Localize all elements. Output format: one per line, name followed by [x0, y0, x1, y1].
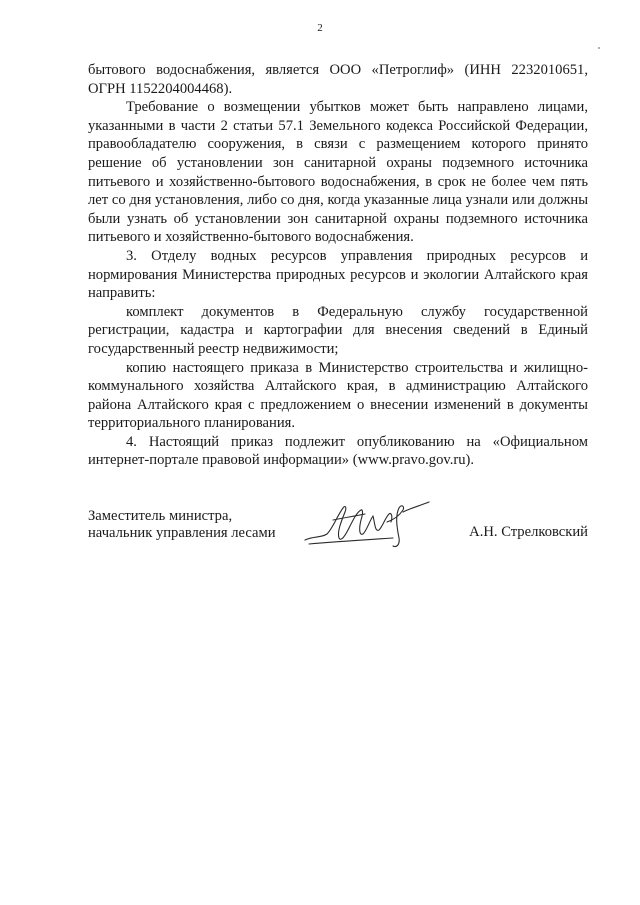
document-body — [88, 61, 588, 470]
signature-block — [88, 508, 588, 568]
paragraph-item-3: 3. Отделу водных ресурсов управления природных ресурсов и нормирования Министерства природных ресурсов и экологии Алтайского края направить: — [88, 247, 588, 302]
signer-title-line-2: начальник управления лесами — [88, 524, 276, 541]
signer-name: А.Н. Стрелковский — [469, 524, 588, 540]
page-number: 2 — [317, 22, 323, 34]
scan-speck — [598, 47, 600, 49]
paragraph-item-3-copy: копию настоящего приказа в Министерство строительства и жилищно-коммунального хозяйства Алтайского края, в администрацию Алтайского района Алтайского края с предложением о внесении изменений в документы территориального планирования. — [88, 359, 588, 432]
paragraph-continuation: бытового водоснабжения, является ООО «Петроглиф» (ИНН 2232010651, ОГРН 1152204004468). — [88, 62, 588, 97]
paragraph-item-3-cadastre: комплект документов в Федеральную службу государственной регистрации, кадастра и картографии для внесения сведений в Единый государственный реестр недвижимости; — [88, 303, 588, 357]
handwritten-signature — [303, 498, 433, 550]
signer-title-line-1: Заместитель министра, — [88, 508, 233, 524]
signer-title — [88, 508, 276, 541]
paragraph-damages-claim: Требование о возмещении убытков может быть направлено лицами, указанными в части 2 статьи 57.1 Земельного кодекса Российской Федерации, правообладателю сооружения, в связи с размещением которого принято решение об установлении зон санитарной охраны подземного источника питьевого и хозяйственно-бытового водоснабжения, в срок не более чем пять лет со дня установления, либо со дня, когда указанные лица узнали или должны были узнать об установлении зон санитарной охраны подземного источника питьевого и хозяйственно-бытового водоснабжения. — [88, 99, 588, 246]
paragraph-item-4: 4. Настоящий приказ подлежит опубликованию на «Официальном интернет-портале правовой информации» (www.pravo.gov.ru). — [88, 433, 588, 469]
